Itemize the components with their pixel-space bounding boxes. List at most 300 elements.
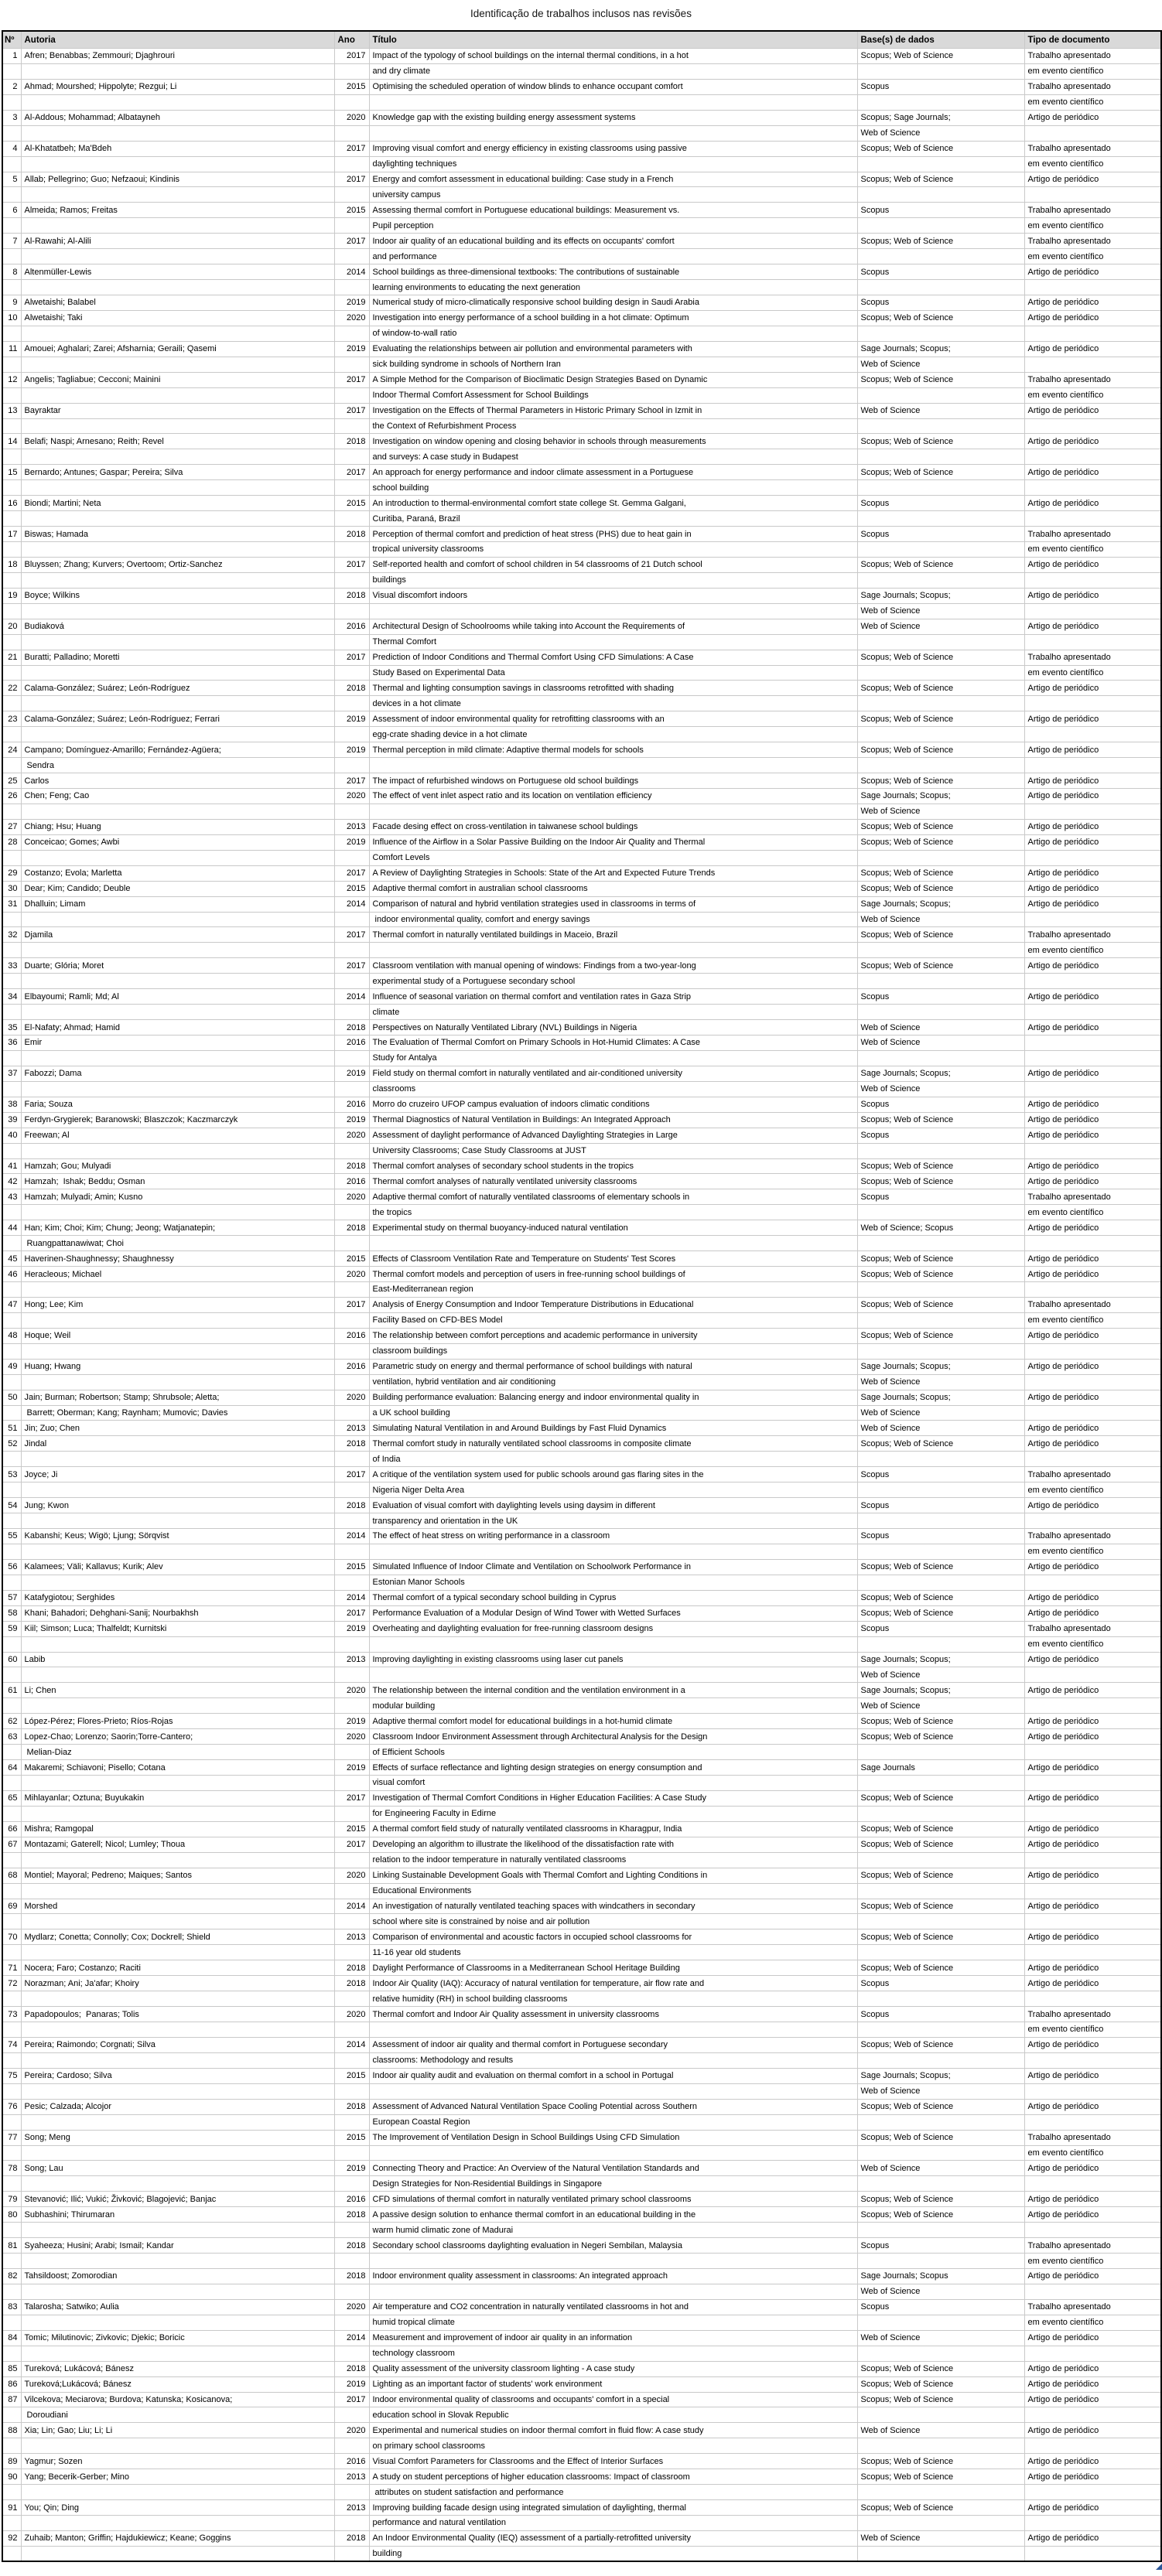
cell-numero[interactable]: 28 [2,834,21,850]
cell-bases[interactable]: Scopus; Web of Science [857,1960,1024,1976]
cell-numero[interactable] [2,2516,21,2531]
cell-tipo[interactable]: em evento científico [1024,1205,1161,1220]
cell-titulo[interactable]: school building [369,480,857,496]
cell-bases[interactable] [857,387,1024,403]
cell-tipo[interactable]: em evento científico [1024,1544,1161,1559]
cell-titulo[interactable] [369,94,857,110]
cell-ano[interactable]: 2017 [334,773,369,789]
cell-numero[interactable]: 37 [2,1066,21,1081]
cell-numero[interactable]: 32 [2,927,21,943]
cell-autoria[interactable] [21,696,334,711]
cell-tipo[interactable] [1024,912,1161,927]
cell-tipo[interactable]: Artigo de periódico [1024,2454,1161,2469]
cell-bases[interactable] [857,2438,1024,2454]
cell-numero[interactable] [2,326,21,341]
cell-tipo[interactable] [1024,1452,1161,1467]
cell-tipo[interactable]: Artigo de periódico [1024,1929,1161,1945]
cell-tipo[interactable] [1024,2114,1161,2130]
cell-bases[interactable]: Scopus; Sage Journals; [857,110,1024,125]
cell-tipo[interactable]: Trabalho apresentado [1024,2238,1161,2254]
cell-numero[interactable] [2,1282,21,1298]
cell-ano[interactable] [334,1482,369,1498]
cell-titulo[interactable]: Adaptive thermal comfort model for educational buildings in a hot-humid climate [369,1714,857,1729]
cell-ano[interactable] [334,1452,369,1467]
cell-numero[interactable]: 72 [2,1976,21,1991]
cell-bases[interactable]: Scopus; Web of Science [857,1267,1024,1282]
cell-ano[interactable]: 2018 [334,2361,369,2376]
cell-bases[interactable] [857,542,1024,558]
cell-autoria[interactable] [21,2083,334,2099]
cell-bases[interactable] [857,2145,1024,2161]
cell-tipo[interactable]: Artigo de periódico [1024,819,1161,834]
cell-titulo[interactable]: East-Mediterranean region [369,1282,857,1298]
cell-bases[interactable] [857,449,1024,465]
cell-autoria[interactable]: Ferdyn-Grygierek; Baranowski; Blaszczok; Kaczmarczyk [21,1112,334,1128]
cell-ano[interactable]: 2014 [334,896,369,912]
cell-autoria[interactable]: Hoque; Weil [21,1328,334,1343]
cell-tipo[interactable]: Artigo de periódico [1024,958,1161,974]
cell-ano[interactable]: 2020 [334,1267,369,1282]
cell-autoria[interactable]: Jain; Burman; Robertson; Stamp; Shrubsole; Aletta; [21,1390,334,1405]
cell-bases[interactable] [857,2114,1024,2130]
cell-titulo[interactable]: warm humid climatic zone of Madurai [369,2223,857,2238]
cell-bases[interactable]: Scopus [857,79,1024,94]
cell-tipo[interactable] [1024,1575,1161,1590]
cell-titulo[interactable]: Improving visual comfort and energy efficiency in existing classrooms using passive [369,141,857,156]
cell-ano[interactable] [334,1636,369,1652]
cell-numero[interactable]: 81 [2,2238,21,2254]
cell-titulo[interactable]: the tropics [369,1205,857,1220]
cell-tipo[interactable]: Trabalho apresentado [1024,1297,1161,1312]
cell-autoria[interactable]: Elbayoumi; Ramli; Md; Al [21,989,334,1005]
cell-autoria[interactable]: Mydlarz; Conetta; Connolly; Cox; Dockrell; Shield [21,1929,334,1945]
cell-ano[interactable] [334,2546,369,2561]
cell-ano[interactable]: 2016 [334,2454,369,2469]
cell-bases[interactable]: Web of Science [857,2423,1024,2438]
cell-autoria[interactable]: Norazman; Ani; Ja'afar; Khoiry [21,1976,334,1991]
cell-ano[interactable] [334,125,369,141]
cell-ano[interactable] [334,943,369,958]
cell-autoria[interactable]: Buratti; Palladino; Moretti [21,650,334,665]
cell-numero[interactable]: 92 [2,2530,21,2546]
cell-numero[interactable]: 23 [2,711,21,727]
cell-titulo[interactable]: transparency and orientation in the UK [369,1513,857,1529]
cell-titulo[interactable]: A thermal comfort field study of naturally ventilated classrooms in Kharagpur, India [369,1821,857,1837]
cell-ano[interactable] [334,2254,369,2269]
cell-autoria[interactable]: Kalamees; Väli; Kallavus; Kurik; Alev [21,1559,334,1575]
cell-ano[interactable]: 2013 [334,2500,369,2516]
cell-titulo[interactable]: experimental study of a Portuguese secondary school [369,974,857,989]
cell-ano[interactable]: 2016 [334,1328,369,1343]
cell-titulo[interactable]: performance and natural ventilation [369,2516,857,2531]
cell-autoria[interactable]: Amouei; Aghalari; Zarei; Afsharnia; Geraili; Qasemi [21,341,334,357]
cell-ano[interactable]: 2016 [334,619,369,634]
cell-bases[interactable]: Web of Science [857,1698,1024,1714]
cell-autoria[interactable] [21,357,334,372]
cell-titulo[interactable]: learning environments to educating the next generation [369,280,857,295]
cell-tipo[interactable]: Artigo de periódico [1024,2068,1161,2083]
cell-numero[interactable]: 13 [2,403,21,418]
cell-tipo[interactable]: Trabalho apresentado [1024,1621,1161,1636]
cell-autoria[interactable]: Freewan; Al [21,1128,334,1143]
cell-tipo[interactable] [1024,1036,1161,1051]
cell-titulo[interactable]: technology classroom [369,2346,857,2361]
cell-titulo[interactable]: Connecting Theory and Practice: An Overview of the Natural Ventilation Standards and [369,2161,857,2176]
cell-bases[interactable]: Scopus; Web of Science [857,1559,1024,1575]
cell-autoria[interactable] [21,1945,334,1960]
cell-bases[interactable]: Web of Science [857,1405,1024,1421]
cell-bases[interactable]: Scopus; Web of Science [857,2037,1024,2052]
cell-ano[interactable]: 2019 [334,2376,369,2392]
cell-autoria[interactable] [21,511,334,527]
cell-bases[interactable]: Scopus; Web of Science [857,927,1024,943]
cell-autoria[interactable]: Pereira; Raimondo; Corgnati; Silva [21,2037,334,2052]
cell-ano[interactable] [334,249,369,264]
cell-ano[interactable]: 2017 [334,403,369,418]
cell-autoria[interactable] [21,387,334,403]
cell-tipo[interactable]: Artigo de periódico [1024,1837,1161,1852]
cell-tipo[interactable]: Artigo de periódico [1024,1097,1161,1112]
cell-tipo[interactable]: Artigo de periódico [1024,172,1161,187]
cell-titulo[interactable] [369,2083,857,2099]
cell-autoria[interactable] [21,1374,334,1390]
cell-numero[interactable] [2,1143,21,1158]
cell-ano[interactable]: 2017 [334,141,369,156]
cell-numero[interactable] [2,603,21,619]
cell-titulo[interactable]: Architectural Design of Schoolrooms while taking into Account the Requirements of [369,619,857,634]
cell-titulo[interactable]: Evaluation of visual comfort with daylighting levels using daysim in different [369,1498,857,1513]
cell-bases[interactable] [857,572,1024,588]
cell-autoria[interactable]: Montazami; Gaterell; Nicol; Lumley; Thoua [21,1837,334,1852]
cell-bases[interactable]: Scopus [857,2238,1024,2254]
cell-numero[interactable] [2,2114,21,2130]
cell-autoria[interactable] [21,1205,334,1220]
cell-tipo[interactable]: Artigo de periódico [1024,1066,1161,1081]
cell-numero[interactable] [2,1312,21,1328]
cell-bases[interactable] [857,1945,1024,1960]
cell-ano[interactable]: 2015 [334,2068,369,2083]
cell-ano[interactable] [334,1282,369,1298]
cell-titulo[interactable]: Daylight Performance of Classrooms in a Mediterranean School Heritage Building [369,1960,857,1976]
cell-bases[interactable]: Scopus; Web of Science [857,2376,1024,2392]
cell-bases[interactable]: Scopus [857,1976,1024,1991]
cell-ano[interactable]: 2013 [334,1929,369,1945]
cell-tipo[interactable]: Artigo de periódico [1024,2530,1161,2546]
cell-bases[interactable] [857,326,1024,341]
cell-ano[interactable]: 2018 [334,2238,369,2254]
cell-autoria[interactable]: Barrett; Oberman; Kang; Raynham; Mumovic; Davies [21,1405,334,1421]
cell-tipo[interactable] [1024,2176,1161,2192]
cell-tipo[interactable]: Artigo de periódico [1024,264,1161,280]
cell-titulo[interactable]: Thermal comfort analyses of secondary school students in the tropics [369,1158,857,1174]
cell-ano[interactable] [334,2223,369,2238]
cell-titulo[interactable]: The effect of heat stress on writing performance in a classroom [369,1529,857,1544]
cell-bases[interactable] [857,1482,1024,1498]
cell-autoria[interactable] [21,326,334,341]
cell-autoria[interactable]: Zuhaib; Manton; Griffin; Hajdukiewicz; Keane; Goggins [21,2530,334,2546]
cell-bases[interactable]: Sage Journals; Scopus; [857,588,1024,603]
cell-ano[interactable] [334,1143,369,1158]
cell-ano[interactable] [334,480,369,496]
cell-bases[interactable]: Scopus; Web of Science [857,2469,1024,2485]
cell-bases[interactable]: Web of Science; Scopus [857,1220,1024,1236]
cell-ano[interactable]: 2018 [334,1158,369,1174]
cell-tipo[interactable]: Artigo de periódico [1024,1714,1161,1729]
cell-numero[interactable]: 66 [2,1821,21,1837]
cell-ano[interactable] [334,2176,369,2192]
cell-titulo[interactable]: Comparison of natural and hybrid ventilation strategies used in classrooms in terms of [369,896,857,912]
cell-bases[interactable]: Scopus; Web of Science [857,2454,1024,2469]
cell-ano[interactable]: 2020 [334,1683,369,1698]
cell-ano[interactable]: 2020 [334,1189,369,1205]
cell-ano[interactable]: 2015 [334,1821,369,1837]
cell-titulo[interactable]: Indoor environment quality assessment in classrooms: An integrated approach [369,2269,857,2284]
cell-tipo[interactable] [1024,727,1161,742]
cell-ano[interactable]: 2016 [334,2192,369,2207]
cell-tipo[interactable]: Artigo de periódico [1024,881,1161,896]
cell-autoria[interactable]: Biswas; Hamada [21,527,334,542]
cell-ano[interactable]: 2019 [334,1621,369,1636]
cell-titulo[interactable]: Thermal and lighting consumption savings in classrooms retrofitted with shading [369,681,857,696]
cell-bases[interactable]: Web of Science [857,1081,1024,1097]
header-bases[interactable]: Base(s) de dados [857,31,1024,49]
cell-autoria[interactable]: Emir [21,1036,334,1051]
cell-numero[interactable]: 38 [2,1097,21,1112]
cell-tipo[interactable] [1024,1698,1161,1714]
cell-bases[interactable] [857,1806,1024,1821]
cell-numero[interactable]: 21 [2,650,21,665]
cell-autoria[interactable]: Alwetaishi; Balabel [21,295,334,311]
cell-titulo[interactable]: Assessment of indoor air quality and thermal comfort in Portuguese secondary [369,2037,857,2052]
cell-ano[interactable] [334,2407,369,2423]
cell-numero[interactable] [2,1852,21,1868]
cell-bases[interactable]: Scopus; Web of Science [857,1929,1024,1945]
cell-ano[interactable] [334,1806,369,1821]
cell-autoria[interactable] [21,2022,334,2038]
cell-bases[interactable]: Scopus [857,1467,1024,1482]
cell-bases[interactable] [857,634,1024,650]
cell-tipo[interactable]: em evento científico [1024,2022,1161,2038]
cell-tipo[interactable]: Artigo de periódico [1024,2500,1161,2516]
cell-autoria[interactable]: Pereira; Cardoso; Silva [21,2068,334,2083]
cell-bases[interactable]: Scopus [857,527,1024,542]
cell-tipo[interactable] [1024,2485,1161,2500]
cell-titulo[interactable]: Experimental study on thermal buoyancy-induced natural ventilation [369,1220,857,1236]
cell-autoria[interactable] [21,2223,334,2238]
cell-tipo[interactable]: Artigo de periódico [1024,1174,1161,1189]
cell-titulo[interactable] [369,804,857,819]
cell-numero[interactable] [2,1405,21,1421]
cell-numero[interactable] [2,2284,21,2299]
cell-autoria[interactable]: Xia; Lin; Gao; Liu; Li; Li [21,2423,334,2438]
cell-tipo[interactable]: Artigo de periódico [1024,2423,1161,2438]
cell-titulo[interactable]: climate [369,1005,857,1020]
cell-titulo[interactable] [369,1236,857,1251]
cell-ano[interactable]: 2017 [334,865,369,881]
cell-tipo[interactable] [1024,1343,1161,1359]
cell-numero[interactable] [2,125,21,141]
cell-tipo[interactable]: Artigo de periódico [1024,989,1161,1005]
cell-numero[interactable] [2,187,21,203]
cell-tipo[interactable]: Trabalho apresentado [1024,1529,1161,1544]
cell-autoria[interactable] [21,1312,334,1328]
header-autoria[interactable]: Autoria [21,31,334,49]
cell-titulo[interactable]: Investigation on the Effects of Thermal Parameters in Historic Primary School in Izmit in [369,403,857,418]
cell-titulo[interactable]: Thermal comfort in naturally ventilated buildings in Maceio, Brazil [369,927,857,943]
cell-numero[interactable]: 46 [2,1267,21,1282]
cell-titulo[interactable]: Quality assessment of the university classroom lighting - A case study [369,2361,857,2376]
cell-titulo[interactable] [369,2254,857,2269]
cell-tipo[interactable] [1024,850,1161,865]
cell-ano[interactable]: 2018 [334,681,369,696]
cell-tipo[interactable]: Artigo de periódico [1024,2192,1161,2207]
cell-bases[interactable]: Scopus; Web of Science [857,819,1024,834]
cell-ano[interactable]: 2018 [334,2099,369,2114]
cell-bases[interactable]: Scopus; Web of Science [857,234,1024,249]
cell-tipo[interactable]: Artigo de periódico [1024,681,1161,696]
cell-numero[interactable]: 70 [2,1929,21,1945]
cell-bases[interactable] [857,2346,1024,2361]
cell-ano[interactable] [334,1667,369,1683]
cell-autoria[interactable]: Ahmad; Mourshed; Hippolyte; Rezgui; Li [21,79,334,94]
cell-ano[interactable]: 2020 [334,110,369,125]
cell-autoria[interactable]: Melian-Diaz [21,1745,334,1760]
cell-tipo[interactable] [1024,2284,1161,2299]
cell-bases[interactable] [857,2516,1024,2531]
cell-ano[interactable]: 2014 [334,2330,369,2346]
cell-numero[interactable]: 5 [2,172,21,187]
cell-ano[interactable]: 2017 [334,465,369,480]
cell-autoria[interactable]: Khani; Bahadori; Dehghani-Sanij; Nourbakhsh [21,1605,334,1621]
cell-bases[interactable] [857,418,1024,434]
cell-bases[interactable]: Scopus; Web of Science [857,1868,1024,1883]
cell-titulo[interactable]: a UK school building [369,1405,857,1421]
cell-tipo[interactable]: Artigo de periódico [1024,1158,1161,1174]
cell-ano[interactable] [334,912,369,927]
cell-tipo[interactable]: Trabalho apresentado [1024,527,1161,542]
cell-ano[interactable] [334,156,369,172]
cell-autoria[interactable]: Chiang; Hsu; Huang [21,819,334,834]
cell-bases[interactable] [857,727,1024,742]
cell-titulo[interactable]: Indoor Thermal Comfort Assessment for School Buildings [369,387,857,403]
cell-tipo[interactable]: Artigo de periódico [1024,310,1161,326]
cell-tipo[interactable]: Artigo de periódico [1024,110,1161,125]
cell-bases[interactable]: Scopus; Web of Science [857,742,1024,758]
cell-bases[interactable]: Scopus; Web of Science [857,1821,1024,1837]
cell-tipo[interactable]: Artigo de periódico [1024,1652,1161,1667]
cell-numero[interactable]: 52 [2,1436,21,1452]
cell-numero[interactable]: 16 [2,496,21,511]
cell-ano[interactable]: 2017 [334,958,369,974]
cell-titulo[interactable]: Indoor environmental quality of classrooms and occupants' comfort in a special [369,2392,857,2407]
cell-numero[interactable] [2,2052,21,2068]
cell-numero[interactable] [2,912,21,927]
cell-numero[interactable]: 20 [2,619,21,634]
cell-autoria[interactable]: Song; Lau [21,2161,334,2176]
cell-titulo[interactable]: tropical university classrooms [369,542,857,558]
cell-titulo[interactable]: Estonian Manor Schools [369,1575,857,1590]
cell-tipo[interactable] [1024,1081,1161,1097]
cell-ano[interactable]: 2018 [334,434,369,449]
cell-autoria[interactable] [21,1852,334,1868]
cell-titulo[interactable]: Classroom Indoor Environment Assessment through Architectural Analysis for the Design [369,1729,857,1745]
cell-numero[interactable] [2,850,21,865]
cell-ano[interactable] [334,2485,369,2500]
cell-bases[interactable]: Scopus; Web of Science [857,650,1024,665]
cell-numero[interactable] [2,1482,21,1498]
cell-autoria[interactable] [21,1667,334,1683]
cell-ano[interactable]: 2019 [334,295,369,311]
cell-tipo[interactable] [1024,418,1161,434]
cell-bases[interactable] [857,1312,1024,1328]
cell-bases[interactable] [857,850,1024,865]
cell-numero[interactable] [2,1513,21,1529]
cell-autoria[interactable]: Boyce; Wilkins [21,588,334,603]
cell-titulo[interactable]: of Efficient Schools [369,1745,857,1760]
cell-autoria[interactable]: Mishra; Ramgopal [21,1821,334,1837]
cell-ano[interactable]: 2017 [334,372,369,387]
cell-ano[interactable] [334,511,369,527]
cell-numero[interactable]: 41 [2,1158,21,1174]
cell-autoria[interactable]: Jindal [21,1436,334,1452]
cell-bases[interactable] [857,974,1024,989]
cell-titulo[interactable]: Comparison of environmental and acoustic factors in occupied school classrooms for [369,1929,857,1945]
cell-bases[interactable] [857,2052,1024,2068]
cell-ano[interactable]: 2017 [334,1605,369,1621]
cell-titulo[interactable]: sick building syndrome in schools of Northern Iran [369,357,857,372]
cell-titulo[interactable]: Parametric study on energy and thermal performance of school buildings with natural [369,1359,857,1374]
cell-bases[interactable] [857,1575,1024,1590]
cell-titulo[interactable]: of window-to-wall ratio [369,326,857,341]
cell-ano[interactable]: 2013 [334,2469,369,2485]
cell-tipo[interactable]: Artigo de periódico [1024,2207,1161,2223]
cell-tipo[interactable] [1024,758,1161,773]
cell-numero[interactable] [2,1698,21,1714]
cell-tipo[interactable]: Artigo de periódico [1024,789,1161,804]
cell-tipo[interactable] [1024,2407,1161,2423]
cell-titulo[interactable] [369,1636,857,1652]
cell-autoria[interactable] [21,125,334,141]
cell-ano[interactable]: 2016 [334,1174,369,1189]
selection-fill-handle[interactable] [1156,2564,1162,2570]
cell-bases[interactable]: Scopus; Web of Science [857,2207,1024,2223]
cell-titulo[interactable]: Investigation into energy performance of a school building in a hot climate: Optimum [369,310,857,326]
cell-autoria[interactable]: Hamzah; Gou; Mulyadi [21,1158,334,1174]
cell-numero[interactable]: 34 [2,989,21,1005]
cell-autoria[interactable]: Al-Khatatbeh; Ma'Bdeh [21,141,334,156]
cell-titulo[interactable]: CFD simulations of thermal comfort in naturally ventilated primary school classrooms [369,2192,857,2207]
cell-titulo[interactable]: Secondary school classrooms daylighting evaluation in Negeri Sembilan, Malaysia [369,2238,857,2254]
cell-tipo[interactable]: Trabalho apresentado [1024,1467,1161,1482]
cell-tipo[interactable]: Trabalho apresentado [1024,203,1161,218]
cell-ano[interactable]: 2018 [334,2207,369,2223]
cell-numero[interactable]: 89 [2,2454,21,2469]
cell-numero[interactable] [2,1636,21,1652]
cell-bases[interactable] [857,1883,1024,1899]
cell-ano[interactable] [334,1343,369,1359]
cell-bases[interactable]: Sage Journals; Scopus; [857,341,1024,357]
cell-tipo[interactable]: Artigo de periódico [1024,2161,1161,2176]
cell-autoria[interactable]: Morshed [21,1899,334,1914]
cell-tipo[interactable] [1024,1236,1161,1251]
cell-titulo[interactable]: Developing an algorithm to illustrate the likelihood of the dissatisfaction rate with [369,1837,857,1852]
cell-titulo[interactable] [369,603,857,619]
cell-titulo[interactable]: ventilation, hybrid ventilation and air conditioning [369,1374,857,1390]
cell-autoria[interactable]: Syaheeza; Husini; Arabi; Ismail; Kandar [21,2238,334,2254]
cell-tipo[interactable]: Artigo de periódico [1024,1976,1161,1991]
cell-titulo[interactable] [369,125,857,141]
cell-titulo[interactable]: Indoor air quality audit and evaluation on thermal comfort in a school in Portugal [369,2068,857,2083]
